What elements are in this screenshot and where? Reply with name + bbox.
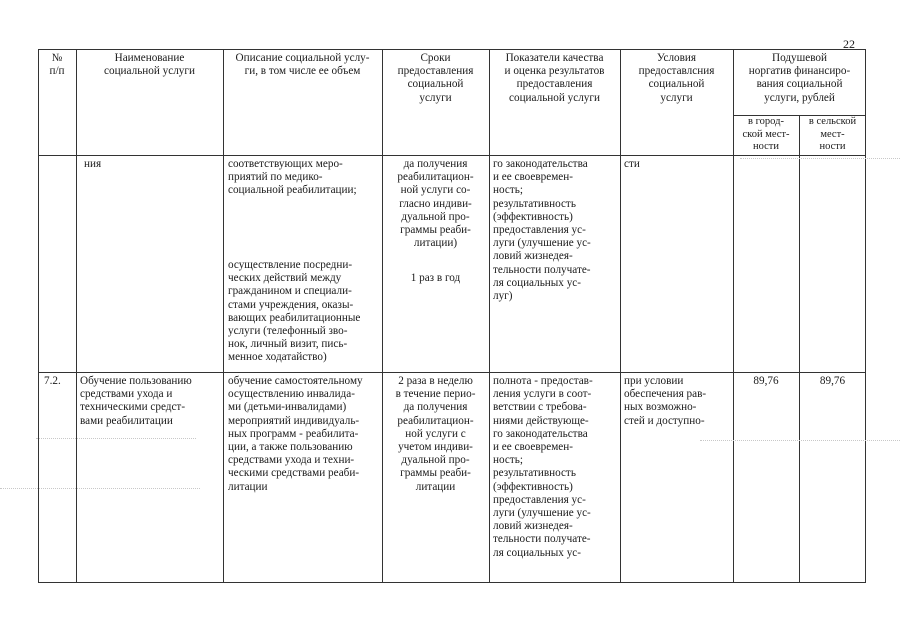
scan-artifact-line [0,488,200,490]
header-norm: Подушевой норгатив финансиро- вания социальной услуги, рублей [748,52,851,104]
row2-norm-city: 89,76 [753,375,779,387]
scan-artifact-line [700,440,900,442]
header-description: Описание социальной услу- ги, в том числе ее объем [235,52,370,78]
row2-name: Обучение пользованию средствами ухода и техническими средст- вами реабилитации [80,375,192,427]
header-conditions: Условия предоставлсния социальной услуги [638,52,715,104]
header-norm-rural: в сельской мест- ности [808,116,857,152]
row1-quality: го законодательства и ее своевремен- ность; результативность (эффективность) предоставления ус- луги (улучшение ус- ловий жизнедея- тельности получате- ля социальных ус- луг) [493,158,591,303]
header-terms: Сроки предоставления социальной услуги [397,52,474,104]
row2-norm-rural: 89,76 [819,375,846,387]
row1-terms-b: 1 раз в год [410,272,461,284]
header-name: Наименование социальной услуги [104,52,195,78]
row2-conditions: при условии обеспечения рав- ных возможно- стей и доступно- [624,375,707,427]
header-quality: Показатели качества и оценка результатов предоставления социальной услуги [504,52,605,104]
services-table [38,49,866,583]
row1-name: ния [84,158,102,170]
header-norm-city: в город- ской мест- ности [742,116,790,152]
row1-description-b: осуществление посредни- ческих действий между гражданином и специали- стами учреждения, оказы- вающих реабилитационные услуги (телефонный зво- нок, личный визит, пись- менное ходатайство) [228,259,361,364]
row2-num: 7.2. [44,375,61,387]
row2-description: обучение самостоятельному осуществлению инвалида- ми (детьми-инвалидами) мероприятий индивидуаль- ных программ - реабилита- ции, а также пользованию средствами ухода и техни- ческими средствами реаби- литации [228,375,363,493]
row2-terms: 2 раза в неделю в течение перио- да получения реабилитацион- ной услуги с учетом индиви- дуальной про- граммы реаби- литации [395,375,476,493]
row1-description-a: соответствующих меро- приятий по медико- социальной реабилитации; [228,158,357,197]
row2-quality: полнота - предостав- ления услуги в соот- ветствии с требова- ниями действующе- го законодательства и ее своевремен- ность; результативность (эффективность) предоставления ус- луги (улучшение ус- ловий жизнедея- тельности получате- ля социальных ус- [493,375,593,559]
row1-terms-a: да получения реабилитацион- ной услуги со- гласно индиви- дуальной про- граммы реаби- литации) [397,158,474,250]
page-number: 22 [843,37,855,51]
header-num: № п/п [49,52,65,78]
scan-artifact-line [740,158,900,160]
row1-conditions: сти [624,158,640,170]
scan-artifact-line [36,438,196,440]
